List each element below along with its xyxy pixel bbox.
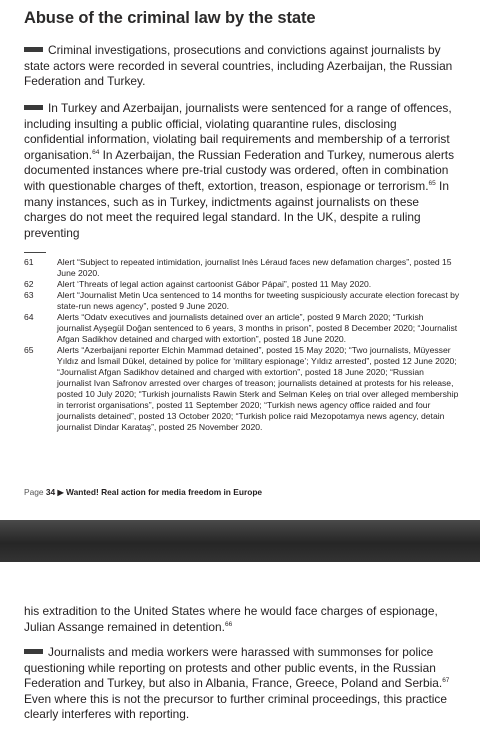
footnote-text: Alert “Journalist Metin Uca sentenced to 14 months for tweeting suspiciously accurate election forecast by state-run news agency”, posted 9 June 2020. [57,290,460,311]
footnote-number: 65 [24,345,34,355]
footnote-number: 61 [24,257,34,267]
footnote-61 [24,257,460,279]
paragraph-2 [24,101,457,241]
document-page-bottom [0,562,480,729]
footnote-64 [24,312,460,345]
footnote-number: 64 [24,312,34,322]
page-number: 34 [45,487,56,497]
publication-title: Wanted! Real action for media freedom in Europe [66,487,263,497]
footnote-number: 63 [24,290,34,300]
paragraph-marker [24,47,43,52]
page-footer [24,487,262,497]
footnote-63 [24,290,460,312]
paragraph-3 [24,604,457,635]
footnote-text: Alerts “Azerbaijani reporter Elchin Mammad detained”, posted 15 May 2020; “Two journalists, Müyesser Yıldız and İsmail Dükel, detained by police for ‘military espionage’; Yıldız arrested”, posted 12 June 2020; “Journalist Afgan Sadikhov detained and charged with extortion”, posted 18 June 2020; “Russian journalist Ivan Safronov arrested over charges of treason; journalists detained at protests for his release, posted 10 July 2020; “Turkish journalists Rawin Sterk and Selman Keleş on trial over alleged membership in terrorist organisations”, posted 11 September 2020; “Turkish news agency office raided and four journalists detained”, posted 13 October 2020; “Turkish police raid Mezopotamya news agency, detain journalist Dindar Karataş”, posted 25 November 2020. [57,345,459,432]
paragraph-2-text-b: In Azerbaijan, the Russian Federation and Turkey, numerous alerts documented instances where pre-trial custody was ordered, often in combination with questionable charges of theft, extortion, treason, espionage or terrorism. [24,147,455,193]
footnote-ref-65[interactable]: 65 [428,180,436,187]
footnote-ref-66[interactable]: 66 [224,620,233,628]
footnote-ref-67[interactable]: 67 [442,677,450,685]
paragraph-4-text: Journalists and media workers were harassed with summonses for police questioning while reporting on protests and other public events, in the Russian Federation and Turkey, but also in Albania, France, Greece, Poland and Serbia. [24,645,443,691]
footnote-62 [24,279,460,290]
footnote-text: Alerts “Odatv executives and journalists detained over an article”, posted 9 March 2020; “Turkish journalist Ayşegül Doğan sentenced to 6 years, 3 months in prison”, posted 8 December 2020; “Journalist Afgan Sadikhov detained and charged with extortion”, posted 18 June 2020. [57,312,458,344]
footnote-number: 62 [24,279,34,289]
footnote-list [24,257,460,433]
paragraph-2-text-a: In Turkey and Azerbaijan, journalists were sentenced for a range of offences, including insulting a public official, violating quarantine rules, disclosing confidential information, violating bail requirements and membership of a terrorist organisation. [24,101,452,162]
footnote-text: Alert ‘Threats of legal action against cartoonist Gábor Pápai”, posted 11 May 2020. [57,279,372,289]
play-arrow-icon: ▶ [57,488,64,497]
footnote-text: Alert “Subject to repeated intimidation, journalist Inès Léraud faces new defamation charges”, posted 15 June 2020. [57,257,452,278]
page-label: Page [24,487,44,497]
paragraph-marker [24,105,43,110]
paragraph-4-text-after: Even where this is not the precursor to further criminal proceedings, this practice clearly interferes with reporting. [24,691,447,722]
paragraph-2-text-c: In many instances, such as in Turkey, indictments against journalists on these charges do not meet the required legal standard. In the UK, despite a ruling preventing [24,178,449,240]
paragraph-1 [24,43,457,90]
paragraph-3-text: his extradition to the United States where he would face charges of espionage, Julian Assange remained in detention. [24,604,438,634]
paragraph-marker [24,649,43,654]
footnote-ref-64[interactable]: 64 [92,148,100,156]
page-separator [0,520,480,562]
footnote-65 [24,345,460,433]
paragraph-4 [24,645,457,723]
paragraph-1-text: Criminal investigations, prosecutions and convictions against journalists by state actors were recorded in several countries, including Azerbaijan, the Russian Federation and Turkey. [24,43,453,89]
footnote-divider [24,252,46,253]
section-heading: Abuse of the criminal law by the state [24,9,316,27]
